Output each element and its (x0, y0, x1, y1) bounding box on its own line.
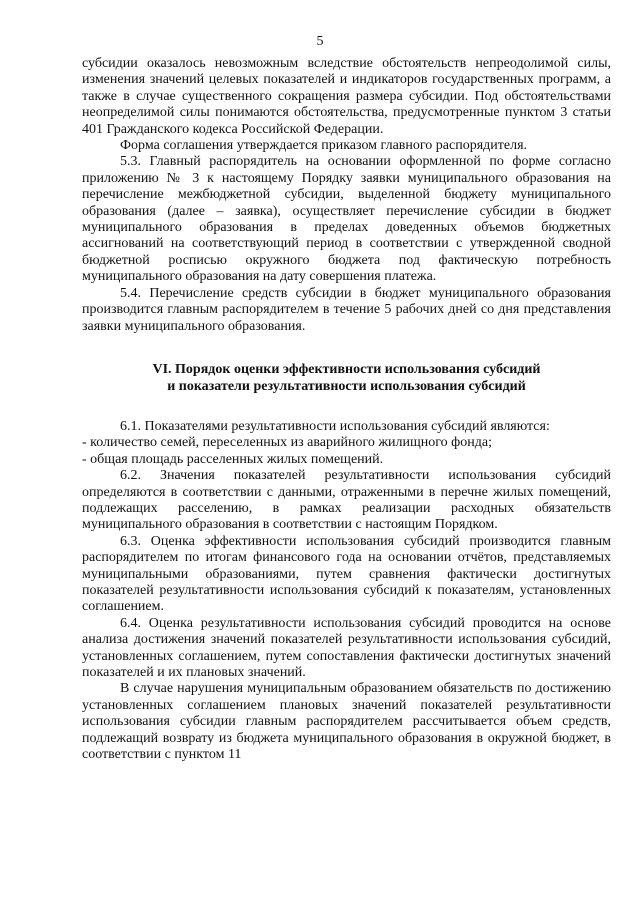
paragraph: 6.4. Оценка результативности использования субсидий проводится на основе анализа достижения значений показателей результативности использования субсидий, установленных соглашением, путем сопоставления фактически достигнутых значений показателей и их плановых значений. (82, 615, 611, 680)
section-heading-line: и показатели результативности использования субсидий (167, 378, 526, 394)
paragraph: 5.3. Главный распорядитель на основании оформленной по форме согласно приложению № 3 к настоящему Порядку заявки муниципального образования на перечисление межбюджетной субсидии, выделенной бюджету муниципального образования (далее – заявка), осуществляет перечисление субсидии в бюджет муниципального образования в пределах доведенных объемов бюджетных ассигнований на соответствующий период в соответствии с утвержденной сводной бюджетной росписью окружного бюджета под фактическую потребность муниципального образования на дату совершения платежа. (82, 154, 611, 285)
paragraph: Форма соглашения утверждается приказом главного распорядителя. (120, 138, 528, 154)
section-heading (82, 361, 611, 395)
list-item: - количество семей, переселенных из аварийного жилищного фонда; (82, 435, 492, 451)
paragraph: 6.2. Значения показателей результативности использования субсидий определяются в соответствии с данными, отраженными в перечне жилых помещений, подлежащих расселению, в рамках реализации расходных обязательств муниципального образования в соответствии с настоящим Порядком. (82, 468, 611, 533)
document-body (82, 56, 611, 763)
paragraph: В случае нарушения муниципальным образованием обязательств по достижению установленных соглашением плановых значений показателей результативности использования субсидии главным распорядителем рассчитывается объем средств, подлежащий возврату из бюджета муниципального образования в окружной бюджет, в соответствии с пунктом 11 (82, 681, 611, 763)
paragraph: 6.1. Показателями результативности использования субсидий являются: (120, 418, 550, 434)
page-number: 5 (316, 34, 324, 49)
paragraph: 5.4. Перечисление средств субсидии в бюджет муниципального образования производится главным распорядителем в течение 5 рабочих дней со дня представления заявки муниципального образования. (82, 285, 611, 334)
paragraph: субсидии оказалось невозможным вследствие обстоятельств непреодолимой силы, изменения значений целевых показателей и индикаторов государственных программ, а также в случае существенного сокращения размера субсидии. Под обстоятельствами неопределимой силы понимаются обстоятельства, предусмотренные пунктом 3 статьи 401 Гражданского кодекса Российской Федерации. (82, 56, 611, 137)
list-item: - общая площадь расселенных жилых помещений. (82, 451, 384, 467)
section-heading-line: VI. Порядок оценки эффективности использования субсидий (152, 361, 541, 377)
paragraph: 6.3. Оценка эффективности использования субсидий производится главным распорядителем по итогам финансового года на основании отчётов, представляемых муниципальными образованиями, путем сравнения фактически достигнутых показателей результативности использования субсидий к показателям, установленных соглашением. (82, 533, 611, 615)
